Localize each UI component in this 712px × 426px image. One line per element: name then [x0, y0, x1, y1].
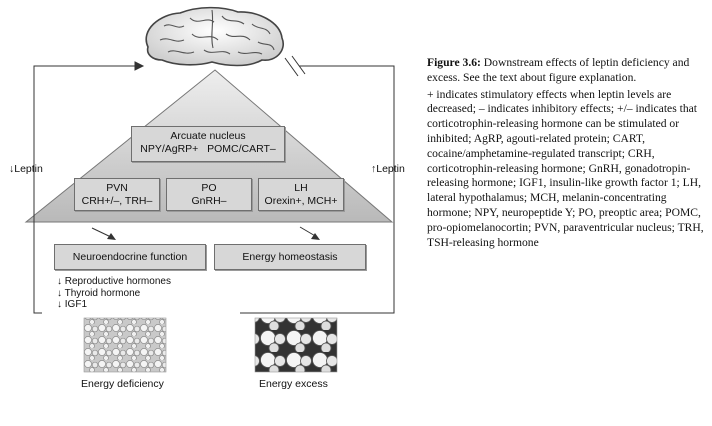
caption-title [427, 56, 705, 86]
energy-excess-label: Energy excess [259, 378, 328, 390]
energy-deficiency-label: Energy deficiency [81, 378, 164, 390]
energy-homeostasis-label: Energy homeostasis [242, 251, 338, 263]
arcuate-title: Arcuate nucleus [170, 130, 246, 142]
lh-detail: Orexin+, MCH+ [264, 194, 338, 207]
effect-reproductive: ↓ Reproductive hormones [57, 276, 171, 287]
effect-igf1: ↓ IGF1 [57, 299, 88, 310]
arcuate-nucleus-box [131, 126, 285, 162]
caption-body: + indicates stimulatory effects when leptin levels are decreased; – indicates inhibitory effects; +/– indicates that corticotrophin-releasing hormone can be stimulated or inhibited; AgRP, agouti-related protein; CART, cocaine/amphetamine-regulated transcript; CRH, corticotrophin-releasing hormone; GnRH, gonadotropin-releasing hormone; IGF1, insulin-like growth factor 1; LH, lateral hypothalamus; MCH, melanin-concentrating hormone; NPY, neuropeptide Y; PO, preoptic area; POMC, pro-opiomelanocortin; PVN, paraventricular nucleus; TRH, TSH-releasing hormone [427, 87, 704, 249]
energy-deficiency-tissue-image [84, 318, 166, 372]
arcuate-left-label: NPY/AgRP+ [140, 142, 199, 155]
effect-thyroid: ↓ Thyroid hormone [57, 287, 141, 299]
hormone-effects-list [57, 276, 171, 311]
leptin-decrease-label: ↓Leptin [9, 163, 43, 175]
neuroendocrine-function-box [54, 244, 206, 270]
pvn-box [74, 178, 160, 211]
po-detail: GnRH– [191, 194, 227, 207]
neuroendocrine-label: Neuroendocrine function [72, 251, 188, 263]
pvn-detail: CRH+/–, TRH– [81, 194, 153, 207]
lh-title: LH [294, 182, 308, 194]
figure-label: Figure 3.6: [427, 56, 481, 69]
leptin-increase-label: ↑Leptin [371, 163, 405, 175]
arcuate-right-label: POMC/CART– [207, 142, 276, 155]
energy-homeostasis-box [214, 244, 366, 270]
figure-caption [427, 56, 705, 252]
po-title: PO [201, 182, 217, 194]
po-box [166, 178, 252, 211]
pvn-title: PVN [106, 182, 128, 194]
figure-title: Downstream effects of leptin deficiency and excess. See the text about figure explanation. [427, 56, 690, 84]
brain-icon [146, 8, 283, 66]
arrow-to-neuroendocrine [92, 228, 116, 240]
lh-box [258, 178, 344, 211]
arrow-to-energy [300, 227, 320, 240]
energy-excess-tissue-image [255, 318, 337, 372]
